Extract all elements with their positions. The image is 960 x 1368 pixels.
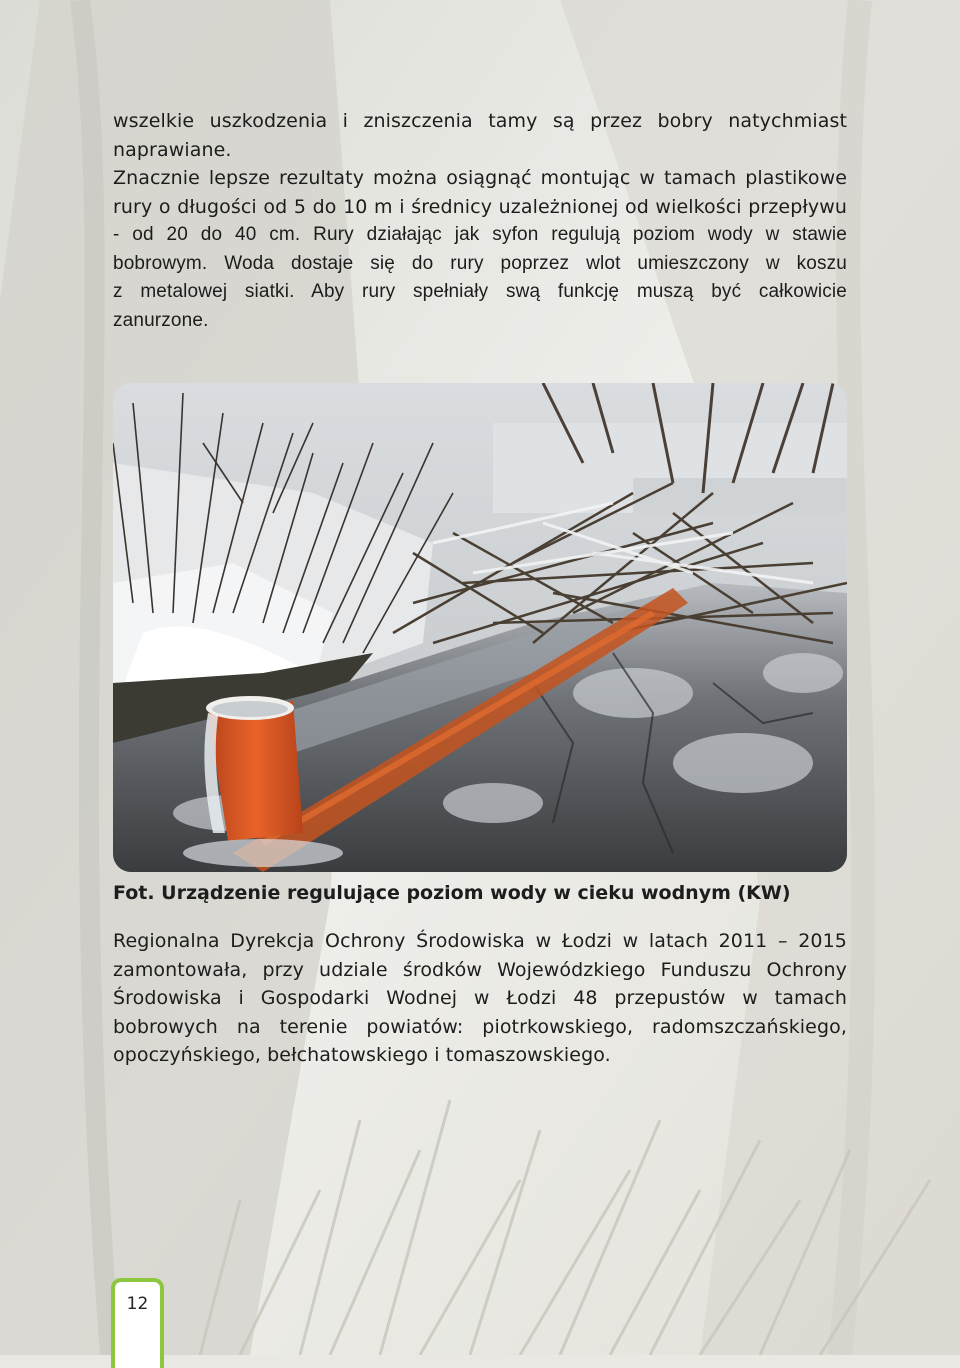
text-line: bobrowym. Woda dostaje się do rury poprzez wlot umieszczony w koszu [113,252,847,274]
body-paragraph-bottom [113,927,847,1070]
text-line: Znacznie lepsze rezultaty można osiągnąć montując w tamach plastikowe [113,167,847,189]
body-paragraph-top [113,107,847,335]
text-line: wszelkie uszkodzenia i zniszczenia tamy są przez bobry natychmiast [113,110,847,132]
text-line: zanurzone. [113,309,209,331]
text-line: opoczyńskiego, bełchatowskiego i tomaszowskiego. [113,1044,611,1066]
text-line: z metalowej siatki. Aby rury spełniały swą funkcję muszą być całkowicie [113,281,847,302]
text-line: bobrowych na terenie powiatów: piotrkowskiego, radomszczańskiego, [113,1015,847,1038]
text-line: Środowiska i Gospodarki Wodnej w Łodzi 48 przepustów w tamach [113,987,847,1009]
text-line: Regionalna Dyrekcja Ochrony Środowiska w Łodzi w latach 2011 – 2015 [113,930,847,952]
text-line: rury o długości od 5 do 10 m i średnicy uzależnionej od wielkości przepływu [113,195,847,218]
photo-beaver-dam-pipe [113,383,847,872]
text-line: - od 20 do 40 cm. Rury działając jak syfon regulują poziom wody w stawie [113,224,847,245]
text-line: naprawiane. [113,138,232,161]
photo-caption: Fot. Urządzenie regulujące poziom wody w cieku wodnym (KW) [113,882,791,904]
text-line: zamontowała, przy udziale środków Wojewódzkiego Funduszu Ochrony [113,958,847,981]
page-number: 12 [126,1294,149,1314]
